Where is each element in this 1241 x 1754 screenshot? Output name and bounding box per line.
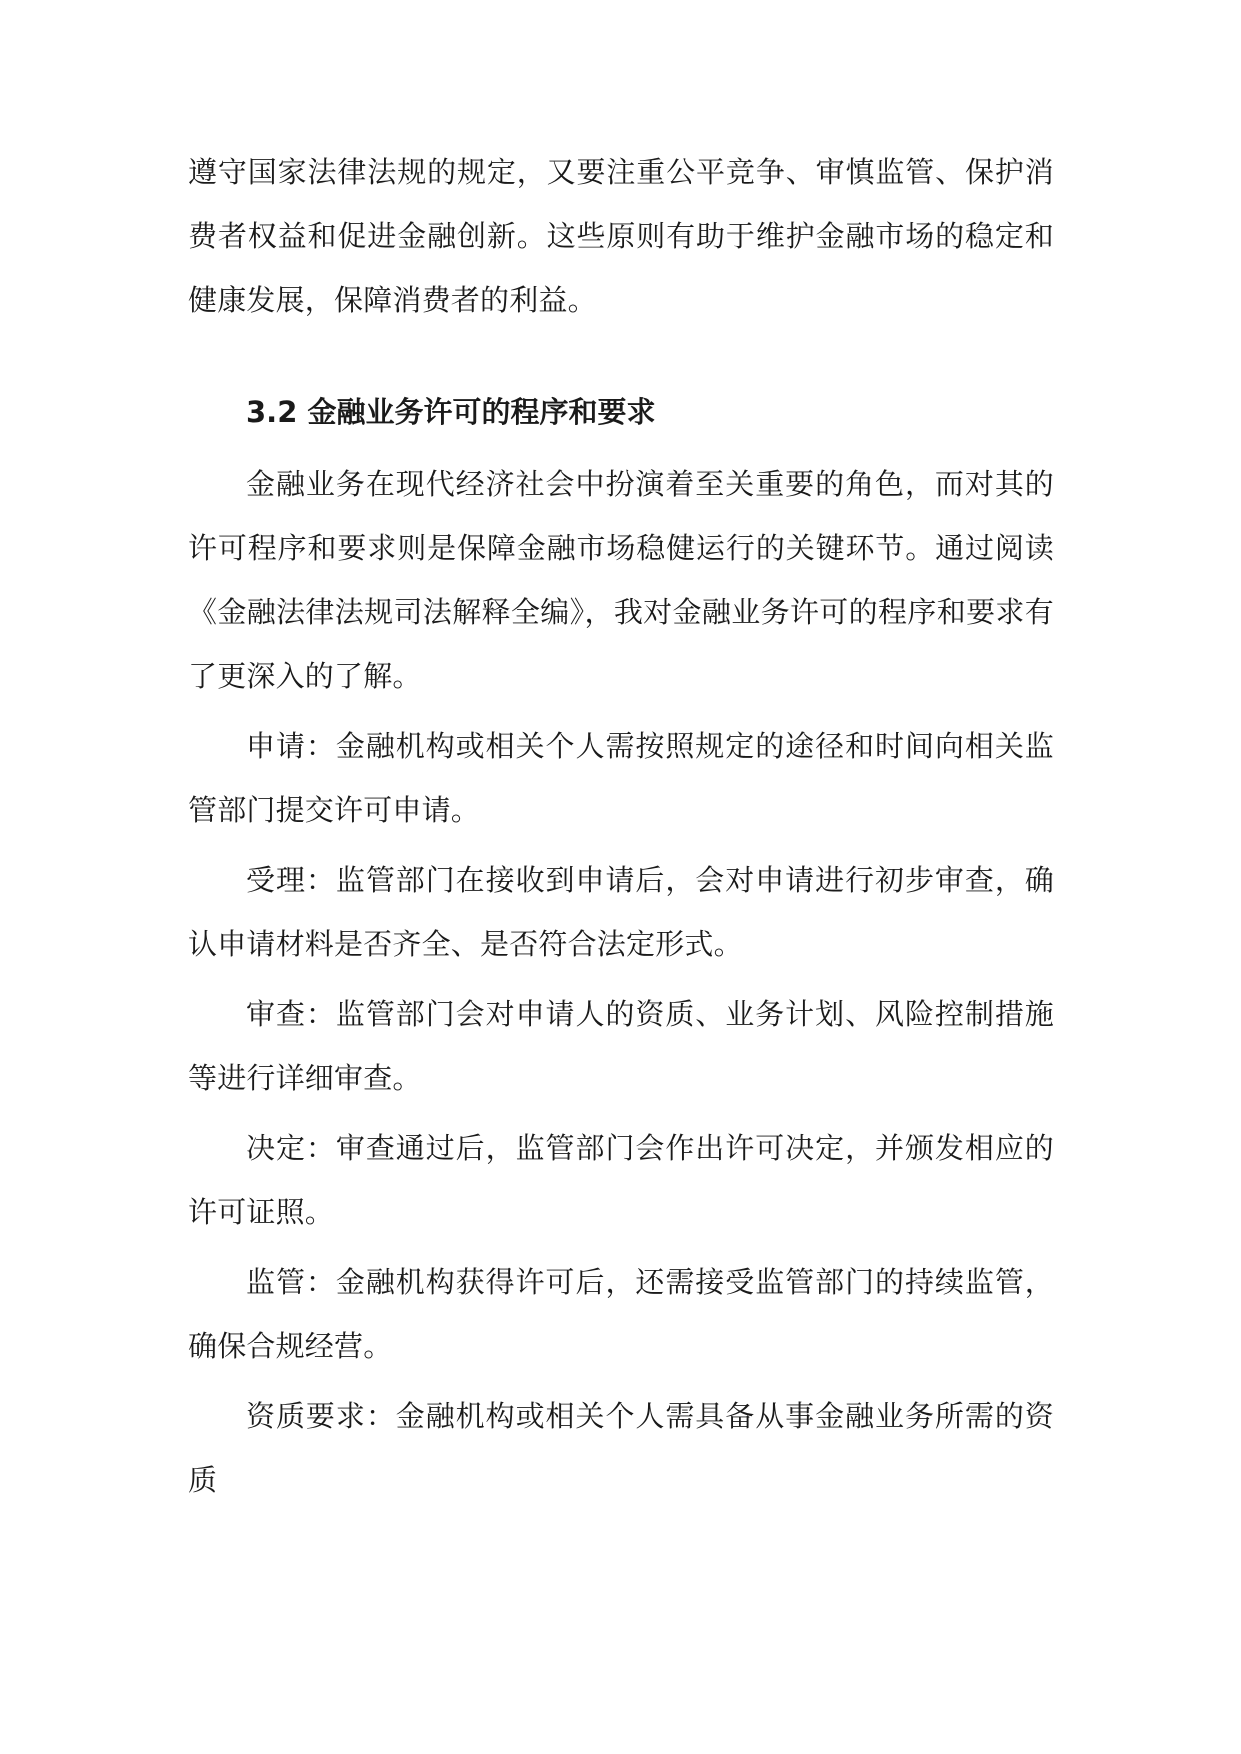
section-heading: 3.2 金融业务许可的程序和要求 bbox=[246, 395, 656, 429]
paragraph-supervision: 监管：金融机构获得许可后，还需接受监管部门的持续监管，确保合规经营。 bbox=[188, 1265, 1054, 1363]
paragraph-application: 申请：金融机构或相关个人需按照规定的途径和时间向相关监管部门提交许可申请。 bbox=[188, 729, 1054, 827]
paragraph-review: 审查：监管部门会对申请人的资质、业务计划、风险控制措施等进行详细审查。 bbox=[188, 997, 1054, 1095]
paragraph-decision: 决定：审查通过后，监管部门会作出许可决定，并颁发相应的许可证照。 bbox=[188, 1131, 1054, 1229]
intro-paragraph: 遵守国家法律法规的规定，又要注重公平竞争、审慎监管、保护消费者权益和促进金融创新。这些原则有助于维护金融市场的稳定和健康发展，保障消费者的利益。 bbox=[188, 155, 1054, 317]
document-body bbox=[188, 140, 1054, 1512]
paragraph-overview: 金融业务在现代经济社会中扮演着至关重要的角色，而对其的许可程序和要求则是保障金融市场稳健运行的关键环节。通过阅读《金融法律法规司法解释全编》，我对金融业务许可的程序和要求有了更深入的了解。 bbox=[188, 467, 1054, 693]
paragraph-qualification: 资质要求：金融机构或相关个人需具备从事金融业务所需的资质 bbox=[188, 1399, 1054, 1497]
paragraph-acceptance: 受理：监管部门在接收到申请后，会对申请进行初步审查，确认申请材料是否齐全、是否符合法定形式。 bbox=[188, 863, 1054, 961]
